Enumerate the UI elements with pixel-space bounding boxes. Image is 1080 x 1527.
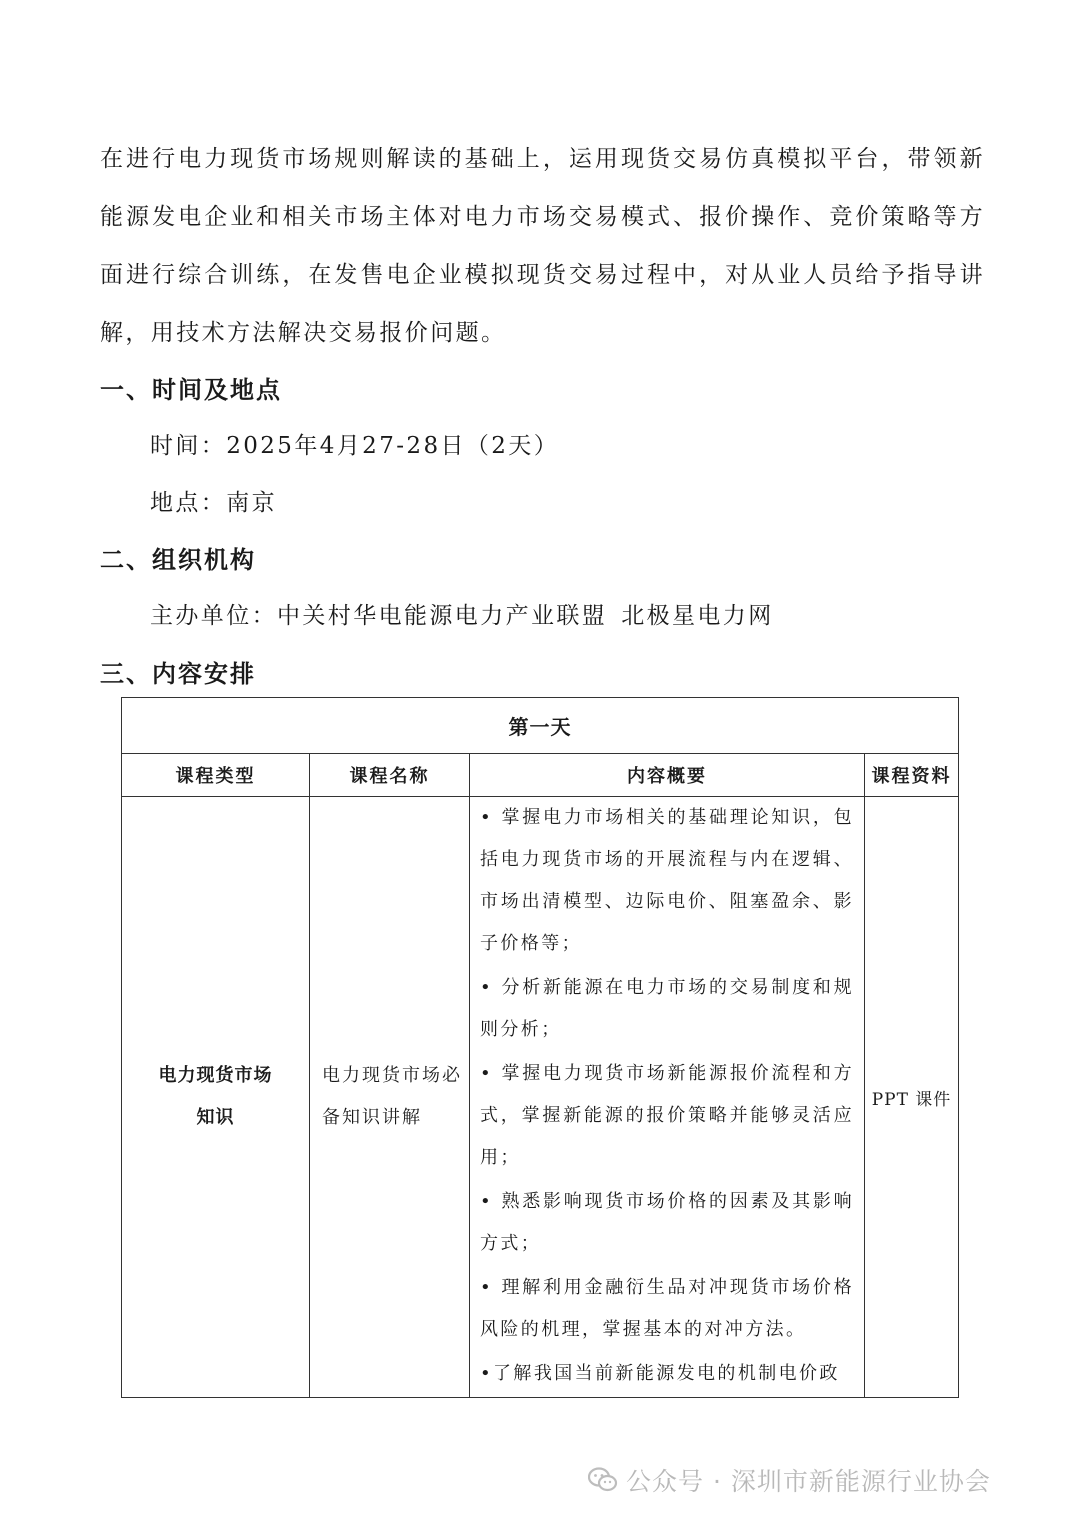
organizer-label: 主办单位： xyxy=(150,603,277,629)
summary-item: • 掌握电力现货市场新能源报价流程和方式，掌握新能源的报价策略并能够灵活应用； xyxy=(480,1063,854,1168)
section-heading-time-place: 一、时间及地点 xyxy=(100,376,282,404)
summary-item: •了解我国当前新能源发电的机制电价政 xyxy=(480,1363,840,1384)
summary-item: • 分析新能源在电力市场的交易制度和规则分析； xyxy=(480,977,854,1040)
summary-item: • 掌握电力市场相关的基础理论知识，包括电力现货市场的开展流程与内在逻辑、市场出清模型、边际电价、阻塞盈余、影子价格等； xyxy=(480,807,854,954)
organizer-2: 北极星电力网 xyxy=(621,603,774,629)
course-name-cell: 电力现货市场必备知识讲解 xyxy=(310,797,470,1398)
course-type-line1: 电力现货市场 xyxy=(158,1065,273,1086)
intro-paragraph: 在进行电力现货市场规则解读的基础上，运用现货交易仿真模拟平台，带领新能源发电企业和相关市场主体对电力市场交易模式、报价操作、竞价策略等方面进行综合训练，在发售电企业模拟现货交易过程中，对从业人员给予指导讲解，用技术方法解决交易报价问题。 xyxy=(100,146,985,346)
day-title: 第一天 xyxy=(122,698,959,754)
header-row xyxy=(122,754,959,797)
section-heading-organization: 二、组织机构 xyxy=(100,546,256,574)
summary-item: • 熟悉影响现货市场价格的因素及其影响方式； xyxy=(480,1191,854,1254)
header-summary: 内容概要 xyxy=(470,754,865,797)
table-row xyxy=(122,797,959,1398)
summary-cell xyxy=(470,797,865,1398)
course-type-line2: 知识 xyxy=(196,1107,235,1128)
day-row xyxy=(122,698,959,754)
materials-cell: PPT 课件 xyxy=(865,797,959,1398)
header-course-name: 课程名称 xyxy=(310,754,470,797)
organizer-line xyxy=(150,597,774,630)
time-line: 时间：2025年4月27-28日（2天） xyxy=(150,433,560,459)
place-line: 地点：南京 xyxy=(150,490,277,516)
section-heading-content: 三、内容安排 xyxy=(100,660,256,688)
header-course-type: 课程类型 xyxy=(122,754,310,797)
summary-item: • 理解利用金融衍生品对冲现货市场价格风险的机理，掌握基本的对冲方法。 xyxy=(480,1277,854,1340)
organizer-1: 中关村华电能源电力产业联盟 xyxy=(277,603,608,629)
schedule-table xyxy=(121,697,959,1398)
course-type-cell xyxy=(122,797,310,1398)
watermark xyxy=(588,1462,991,1498)
wechat-icon xyxy=(588,1467,618,1493)
header-materials: 课程资料 xyxy=(865,754,959,797)
watermark-text: 公众号 · 深圳市新能源行业协会 xyxy=(626,1467,991,1496)
